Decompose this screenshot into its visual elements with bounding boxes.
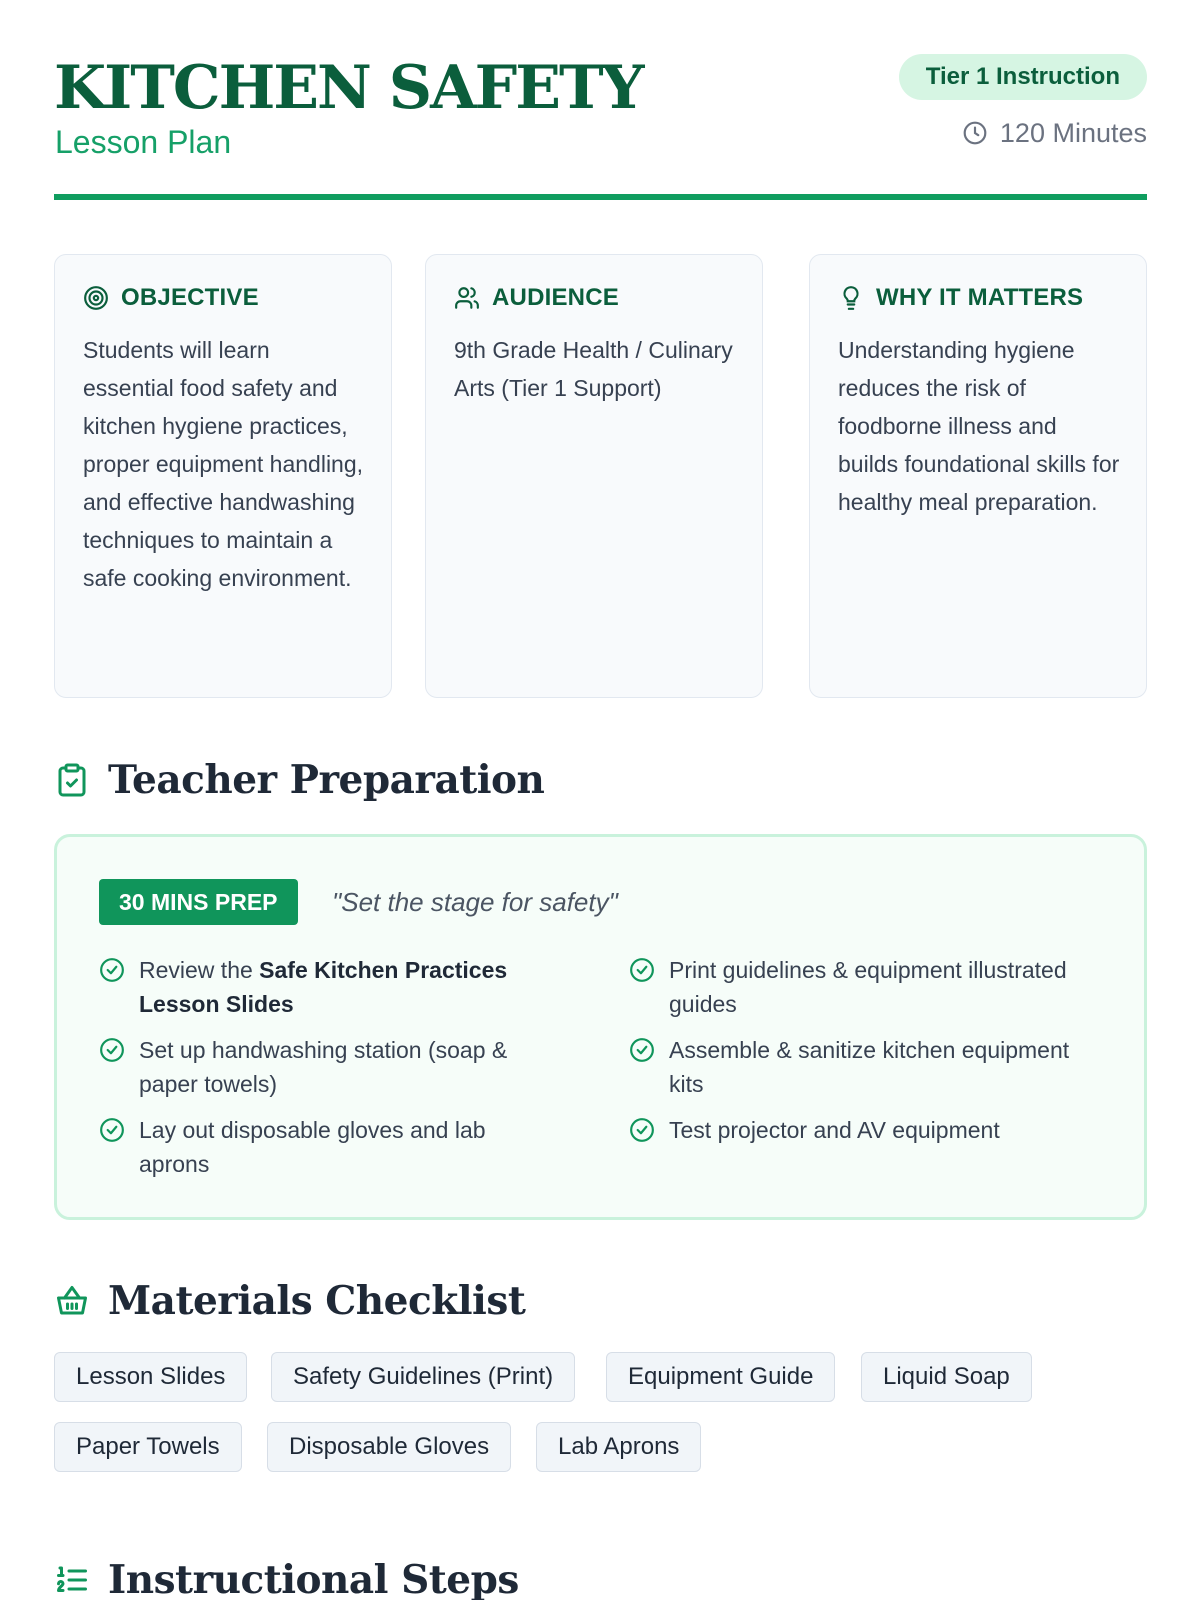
prep-item [99,1033,559,1101]
material-chip: Safety Guidelines (Print) [271,1352,575,1402]
teacher-prep-box [54,834,1147,1220]
basket-icon [54,1283,90,1319]
prep-item-text: Set up handwashing station (soap & paper towels) [139,1037,508,1097]
prep-item-text: Test projector and AV equipment [669,1117,1000,1143]
prep-quote: "Set the stage for safety" [332,887,618,917]
users-icon [454,285,480,311]
material-chip: Disposable Gloves [267,1422,511,1472]
prep-item [629,1033,1109,1101]
teacher-prep-heading [54,756,544,804]
lesson-plan-page [54,0,1147,1600]
numbered-list-icon [54,1562,90,1598]
why-it-matters-card [809,254,1147,698]
duration-text: 120 Minutes [999,117,1147,148]
info-cards [54,254,1147,698]
steps-title: Instructional Steps [108,1557,519,1600]
tier-badge: Tier 1 Instruction [899,54,1147,100]
materials-heading [54,1277,525,1325]
why-it-matters-title: WHY IT MATTERS [876,284,1084,311]
material-chip: Equipment Guide [606,1352,835,1402]
page-header [54,52,1147,200]
material-chip: Lab Aprons [536,1422,701,1472]
prep-item-text: Review the Safe Kitchen Practices Lesson Slides [139,957,508,1017]
check-circle-icon [99,957,125,983]
duration [962,118,1147,148]
material-chip: Lesson Slides [54,1352,247,1402]
check-circle-icon [629,1117,655,1143]
check-circle-icon [629,957,655,983]
check-circle-icon [99,1037,125,1063]
clock-icon [962,120,988,146]
teacher-prep-title: Teacher Preparation [108,757,545,803]
prep-item [629,1113,1109,1147]
materials-title: Materials Checklist [108,1278,526,1324]
why-it-matters-text: Understanding hygiene reduces the risk of foodborne illness and builds foundational skills for healthy meal preparation. [838,337,1120,515]
objective-card [54,254,392,698]
prep-item [99,1113,559,1181]
audience-title: AUDIENCE [492,284,619,311]
steps-heading [54,1556,519,1600]
clipboard-check-icon [54,762,90,798]
material-chip: Liquid Soap [861,1352,1032,1402]
lightbulb-icon [838,285,864,311]
prep-time-badge: 30 MINS PREP [99,879,298,925]
page-title: KITCHEN SAFETY [54,53,643,123]
prep-item [629,953,1109,1021]
audience-card [425,254,763,698]
check-circle-icon [629,1037,655,1063]
prep-item-text: Assemble & sanitize kitchen equipment kits [669,1037,1070,1097]
page-subtitle: Lesson Plan [55,124,232,160]
prep-item-text: Lay out disposable gloves and lab aprons [139,1117,486,1177]
objective-text: Students will learn essential food safety and kitchen hygiene practices, proper equipment handling, and effective handwashing techniques to maintain a safe cooking environment. [83,337,364,591]
check-circle-icon [99,1117,125,1143]
objective-title: OBJECTIVE [121,284,259,311]
target-icon [83,285,109,311]
material-chip: Paper Towels [54,1422,242,1472]
prep-item-text: Print guidelines & equipment illustrated guides [669,957,1067,1017]
prep-item [99,953,559,1021]
audience-text: 9th Grade Health / Culinary Arts (Tier 1 Support) [454,337,733,401]
